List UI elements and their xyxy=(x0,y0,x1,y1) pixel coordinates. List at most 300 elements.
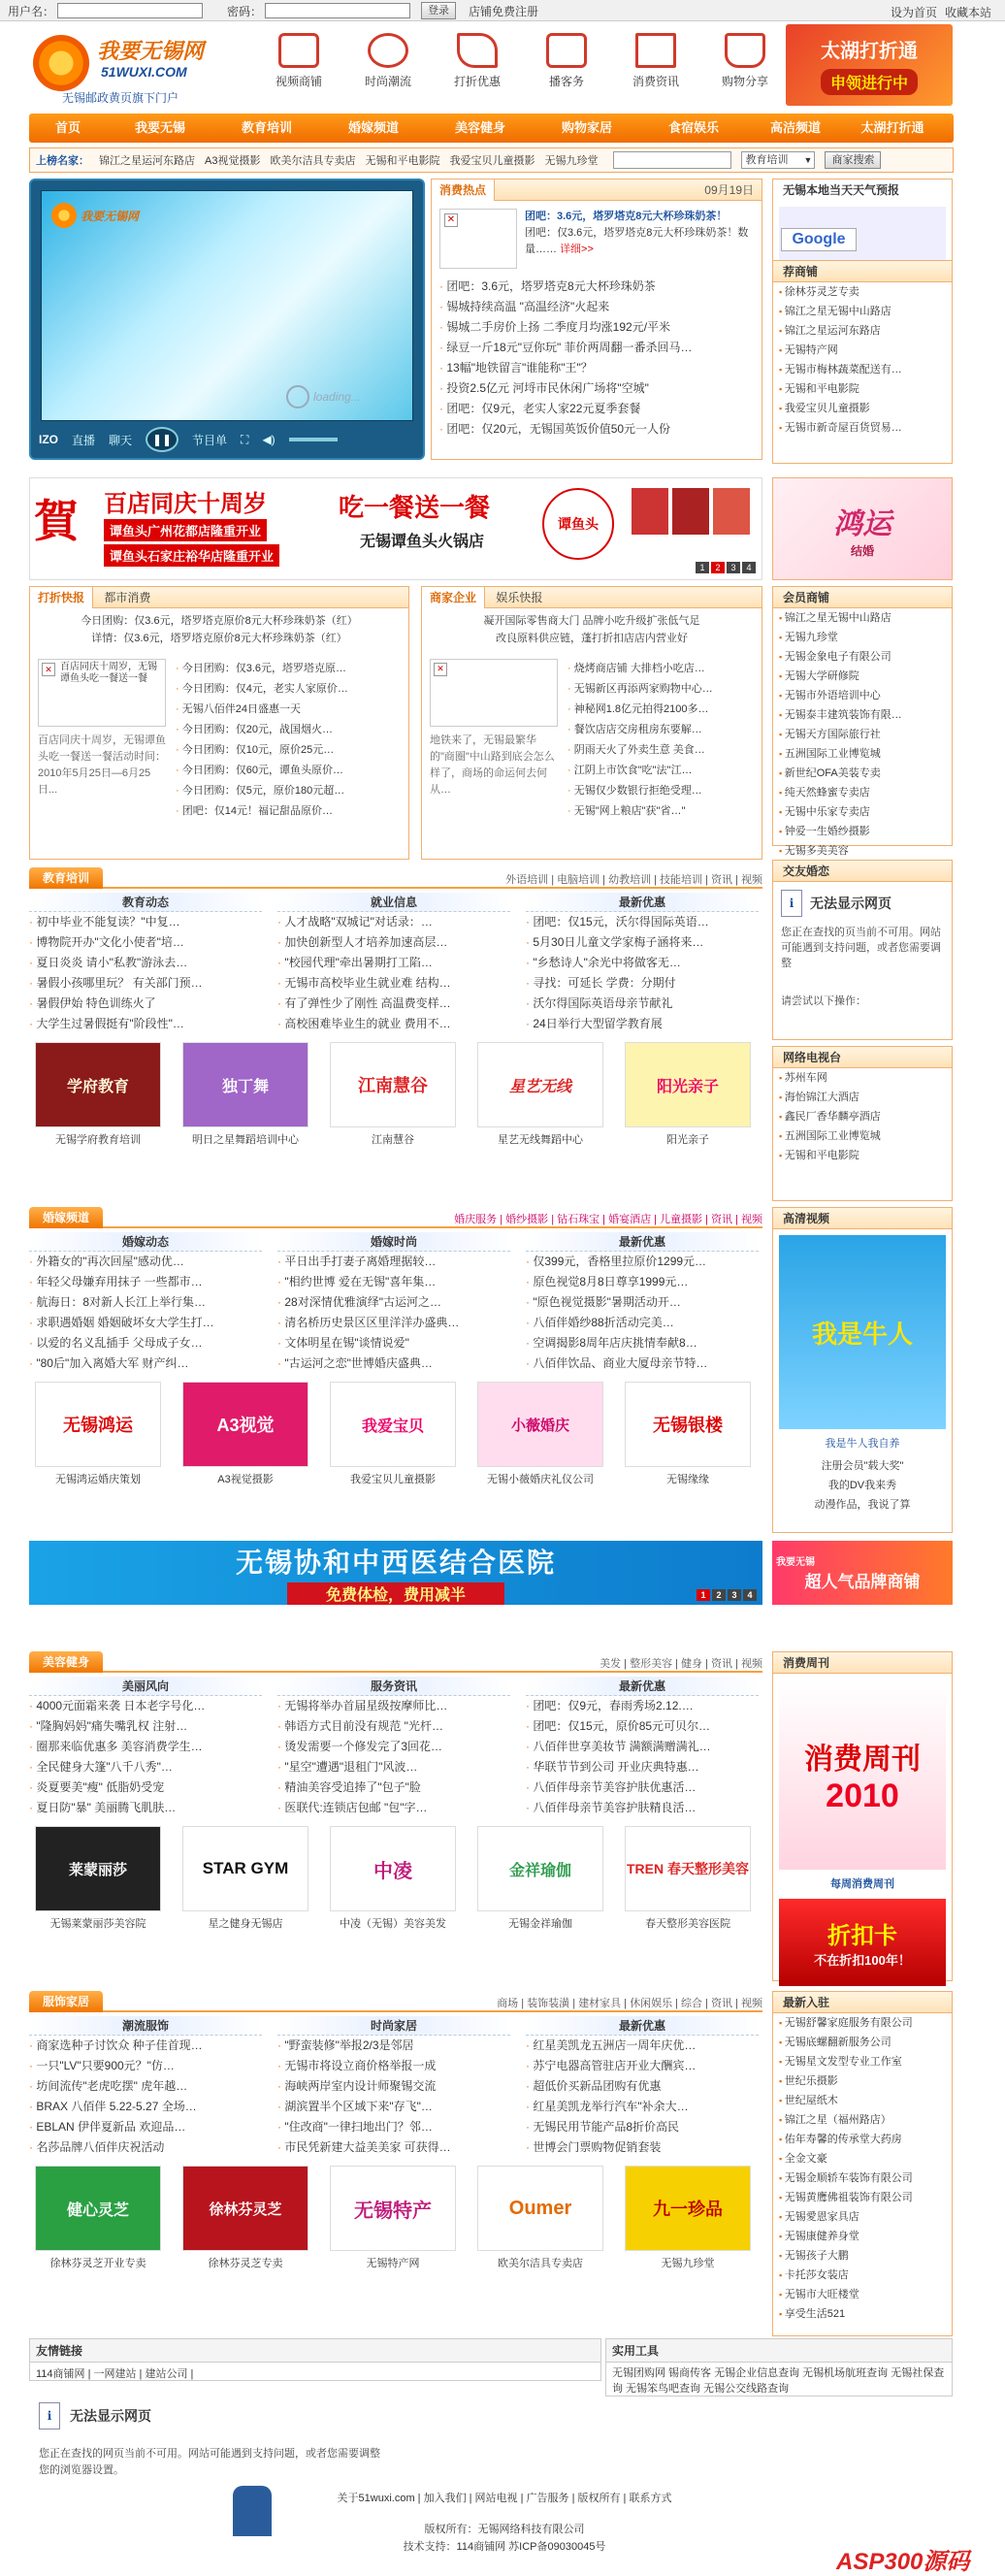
video-link[interactable]: 我的DV我来秀 xyxy=(827,1480,897,1491)
logo-row xyxy=(29,1042,762,1147)
partner-logo[interactable]: 金祥瑜伽 xyxy=(477,1826,603,1911)
list-item[interactable]: ▪ 无锡黄鹰佛祖装饰有限公司 xyxy=(773,2188,952,2207)
list-item[interactable]: · 烧烤商店铺 大排档小吃店… xyxy=(567,659,758,679)
list-item[interactable]: · 仅399元，香格里拉原价1299元… xyxy=(526,1252,759,1272)
video-player[interactable] xyxy=(29,179,425,460)
header-ad-banner[interactable] xyxy=(786,24,953,106)
set-homepage-link[interactable]: 设为首页 xyxy=(890,6,937,19)
list-item[interactable]: · 坊间流传"老虎吃摆" 虎年越… xyxy=(29,2076,262,2097)
tab-discount-news[interactable]: 打折快报 xyxy=(30,587,93,608)
list-item[interactable]: · BRAX 八佰伴 5.22-5.27 全场… xyxy=(29,2097,262,2117)
list-item[interactable]: · 团吧：3.6元，塔罗塔克8元大杯珍珠奶茶 xyxy=(439,277,756,297)
pager-item[interactable]: 3 xyxy=(728,1589,741,1601)
username-label: 用户名： xyxy=(8,4,55,18)
header-icon-nav xyxy=(260,33,784,89)
nav-item-wuxi[interactable]: 我要无锡 xyxy=(134,120,185,135)
merchant-link[interactable]: 锦江之星运河东路店 xyxy=(99,155,195,167)
wedding-ad-sub: 结婚 xyxy=(850,543,874,558)
merchant-link[interactable]: 欧美尔洁具专卖店 xyxy=(270,155,356,167)
list-item[interactable]: · 海峡两岸室内设计师聚锡交流 xyxy=(277,2076,510,2097)
biz-top1[interactable]: 凝开国际零售商大门 品牌小吃升级扩张低气足 xyxy=(483,615,700,627)
list-item[interactable]: · 今日团购：仅60元，谭鱼头原价… xyxy=(176,761,405,781)
add-favorite-link[interactable]: 收藏本站 xyxy=(944,6,991,19)
brand-shop-banner[interactable] xyxy=(772,1541,953,1605)
player-logo: 我要无锡网 xyxy=(51,203,139,228)
list-item[interactable]: · 商家选种子讨饮众 种子佳首现… xyxy=(29,2036,262,2056)
wedding-ad-banner[interactable] xyxy=(772,477,953,580)
brand-shop-text: 超人气品牌商铺 xyxy=(804,1573,921,1591)
username-input[interactable] xyxy=(57,3,203,18)
wedding-ad-text: 鸿运 xyxy=(833,507,892,540)
fullscreen-icon[interactable]: ⛶ xyxy=(241,432,249,446)
beauty-section xyxy=(29,1651,762,1931)
video-poster[interactable] xyxy=(779,1235,946,1429)
partner-logo[interactable]: 中凌 xyxy=(330,1826,456,1911)
list-item[interactable]: ▪ 全金文豪 xyxy=(773,2149,952,2168)
logo-caption[interactable]: 星艺无线舞蹈中心 xyxy=(498,1134,583,1146)
site-logo[interactable] xyxy=(29,29,272,109)
list-item[interactable]: · 红星美凯龙五洲店一周年庆优… xyxy=(526,2036,759,2056)
list-item[interactable]: ▪ 无锡中乐家专卖店 xyxy=(773,802,952,822)
friend-links-items[interactable]: 114商铺网 | 一网建站 | 建站公司 | xyxy=(36,2368,194,2380)
video-caption[interactable]: 我是牛人我自养 xyxy=(825,1438,900,1450)
partner-logo[interactable]: 独丁舞 xyxy=(182,1042,308,1127)
partner-logo[interactable]: A3视觉 xyxy=(182,1382,308,1467)
header-item-news[interactable]: 消费资讯 xyxy=(617,33,695,89)
tools-items[interactable]: 无锡团购网 锡商传客 无锡企业信息查询 无锡机场航班查询 无锡社保查询 无锡笨鸟吧查询 无锡公交线路查询 xyxy=(612,2367,945,2395)
list-item[interactable]: · 阴雨天火了外卖生意 美食… xyxy=(567,740,758,761)
nav-item-hd[interactable]: 高洁频道 xyxy=(769,120,821,135)
logo-caption[interactable]: 我爱宝贝儿童摄影 xyxy=(350,1474,436,1485)
list-item[interactable]: · 世博会门票购物促销套装 xyxy=(526,2137,759,2158)
list-item[interactable]: ▪ 锦江之星无锡中山路店 xyxy=(773,302,952,321)
list-item[interactable]: · "古运河之恋"世博婚庆盛典… xyxy=(277,1353,510,1374)
list-item[interactable]: ▪ 无锡市新奇屋百货贸易… xyxy=(773,418,952,438)
dating-panel xyxy=(772,860,953,1040)
list-item[interactable]: · 无锡民用节能产品8折价高民 xyxy=(526,2117,759,2137)
list-item[interactable]: · 无锡市将设立商价格举报一成 xyxy=(277,2056,510,2076)
hotpot-banner[interactable] xyxy=(29,477,762,580)
list-item[interactable]: · 红星美凯龙举行汽车"补余大… xyxy=(526,2097,759,2117)
list-item[interactable]: · 24日举行大型留学教育展 xyxy=(526,1014,759,1034)
list-item[interactable]: ▪ 无锡特产网 xyxy=(773,341,952,360)
nav-item-food[interactable]: 食宿娱乐 xyxy=(667,120,719,135)
column-head: 潮流服饰 xyxy=(29,2016,262,2036)
merchant-link[interactable]: A3视觉摄影 xyxy=(205,155,261,167)
nav-item-beauty[interactable]: 美容健身 xyxy=(454,120,505,135)
header-item-discount[interactable]: 打折优惠 xyxy=(438,33,516,89)
merchant-link[interactable]: 无锡九珍堂 xyxy=(544,155,599,167)
column-head: 婚嫁时尚 xyxy=(277,1232,510,1252)
google-search-icon[interactable]: Google xyxy=(781,228,857,251)
list-item[interactable]: · 一只"LV"只要900元？"仿… xyxy=(29,2056,262,2076)
section-tag-shopping[interactable]: 服饰家居 xyxy=(29,1991,103,2012)
logo-caption[interactable]: 无锡九珍堂 xyxy=(661,2258,715,2269)
logo-caption[interactable]: 明日之星舞蹈培训中心 xyxy=(192,1134,299,1146)
list-item[interactable]: ▪ 无锡市大旺楼堂 xyxy=(773,2285,952,2304)
partner-logo[interactable]: 无锡鸿运 xyxy=(35,1382,161,1467)
merchant-search-button[interactable]: 商家搜索 xyxy=(825,151,881,169)
tab-live[interactable]: 直播 xyxy=(72,433,96,447)
list-item[interactable]: ▪ 五洲国际工业博览城 xyxy=(773,1126,952,1146)
list-item[interactable]: ▪ 无锡底螺翻新服务公司 xyxy=(773,2033,952,2052)
video-link[interactable]: 动漫作品，我说了算 xyxy=(814,1499,911,1511)
member-shops-title: 会员商铺 xyxy=(773,587,952,608)
list-item[interactable]: ▪ 世纪屋纸木 xyxy=(773,2091,952,2110)
pager-item[interactable]: 4 xyxy=(742,562,756,573)
list-item[interactable]: · "原色视觉摄影"暑期活动开… xyxy=(526,1292,759,1313)
list-item[interactable]: · 八佰伴世享美妆节 满额满赠满礼… xyxy=(526,1737,759,1757)
partner-logo[interactable]: STAR GYM xyxy=(182,1826,308,1911)
list-item[interactable]: · 市民凭新建大益美美家 可获得… xyxy=(277,2137,510,2158)
pager-item[interactable]: 1 xyxy=(696,562,709,573)
partner-logo[interactable]: 莱蒙丽莎 xyxy=(35,1826,161,1911)
list-item[interactable]: · 无锡将举办首届星级按摩师比… xyxy=(277,1696,510,1716)
list-item[interactable]: · 团吧：仅9元，春雨秀场2.12.… xyxy=(526,1696,759,1716)
list-item[interactable]: · 大学生过暑假挺有"阶段性"… xyxy=(29,1014,262,1034)
logo-caption[interactable]: 无锡鸿运婚庆策划 xyxy=(55,1474,141,1485)
tab-entertainment[interactable]: 娱乐快报 xyxy=(496,591,543,604)
list-item[interactable]: · "校园代理"牵出暑期打工陷… xyxy=(277,953,510,973)
pause-button[interactable]: ❚❚ xyxy=(146,427,178,452)
partner-logo[interactable]: 学府教育 xyxy=(35,1042,161,1127)
tab-schedule[interactable]: 节目单 xyxy=(192,433,228,447)
list-item[interactable]: ▪ 我爱宝贝儿童摄影 xyxy=(773,399,952,418)
search-input[interactable] xyxy=(613,151,731,169)
section-tag-education[interactable]: 教育培训 xyxy=(29,867,103,889)
weather-title: 无锡本地当天天气预报 xyxy=(783,183,900,197)
footer-support: 技术支持：114商铺网 苏ICP备09030045号 xyxy=(403,2541,606,2553)
list-item[interactable]: · 夏日防"暴" 美丽腾飞肌肤… xyxy=(29,1798,262,1818)
logo-caption[interactable]: 无锡莱蒙丽莎美容院 xyxy=(49,1918,146,1930)
list-item[interactable]: ▪ 无锡市外语培训中心 xyxy=(773,686,952,705)
list-item[interactable]: · 团吧：仅15元，沃尔得国际英语… xyxy=(526,912,759,932)
list-item[interactable]: · 年轻父母嫌弃用抹子 一些都市… xyxy=(29,1272,262,1292)
nav-item-home[interactable]: 首页 xyxy=(54,120,81,135)
list-item[interactable]: · 暑假伊始 特色训练火了 xyxy=(29,994,262,1014)
logo-caption[interactable]: 无锡缘缘 xyxy=(666,1474,709,1485)
logo-caption[interactable]: 无锡小薇婚庆礼仪公司 xyxy=(487,1474,594,1485)
list-item[interactable]: · 今日团购：仅4元，老实人家原价… xyxy=(176,679,405,700)
list-item[interactable]: · 无锡市高校毕业生就业难 结构… xyxy=(277,973,510,994)
magazine-label[interactable]: 每周消费周刊 xyxy=(830,1878,894,1890)
list-item[interactable]: ▪ 钟爱一生婚纱摄影 xyxy=(773,822,952,841)
list-item[interactable]: · 韩语方式目前没有规范 "光杆… xyxy=(277,1716,510,1737)
list-item[interactable]: · 湖滨置半个区域下来"存飞"… xyxy=(277,2097,510,2117)
list-item[interactable]: · 无锡新区再添两家购物中心… xyxy=(567,679,758,700)
error-text2: 请尝试以下操作： xyxy=(781,995,866,1007)
list-item[interactable]: ▪ 海怡锦江大酒店 xyxy=(773,1088,952,1107)
magazine-title: 消费周刊 xyxy=(773,1652,952,1674)
volume-slider[interactable] xyxy=(289,438,338,441)
dish-image xyxy=(713,488,750,535)
list-item[interactable]: · 加快创新型人才培养加速高层… xyxy=(277,932,510,953)
category-select[interactable]: 教育培训 ▼ xyxy=(741,151,815,169)
section-links[interactable]: 美发 | 整形美容 | 健身 | 资讯 | 视频 xyxy=(600,1658,762,1670)
hot-featured-text: 团吧：仅3.6元，塔罗塔克8元大杯珍珠奶茶！数量…… xyxy=(525,227,749,255)
partner-logo[interactable]: Oumer xyxy=(477,2166,603,2251)
pager-item[interactable]: 2 xyxy=(711,562,725,573)
list-item[interactable]: · 今日团购：仅3.6元，塔罗塔克原… xyxy=(176,659,405,679)
list-item[interactable]: · 医联代:连锁店包邮 "包"字… xyxy=(277,1798,510,1818)
header-item-fashion[interactable]: 时尚潮流 xyxy=(349,33,427,89)
detail-link[interactable]: 详细>> xyxy=(560,244,594,255)
header-item-video[interactable]: 视频商铺 xyxy=(260,33,338,89)
list-item[interactable]: · 八佰伴母亲节美容护肤精良活… xyxy=(526,1798,759,1818)
list-item[interactable]: · 无锡八佰伴24日盛惠一天 xyxy=(176,700,405,720)
hot-featured-title[interactable]: 团吧：3.6元，塔罗塔克8元大杯珍珠奶茶！ xyxy=(525,211,728,222)
logo-caption[interactable]: 江南慧谷 xyxy=(372,1134,414,1146)
list-item[interactable]: · 投资2.5亿元 河埒市民休闲广场将"空城" xyxy=(439,378,756,399)
list-item[interactable]: · 原色视觉8月8日尊享1999元… xyxy=(526,1272,759,1292)
list-item[interactable]: · 无锡"网上粮店"获"省…" xyxy=(567,801,758,822)
list-item[interactable]: ▪ 无锡金顺轿车装饰有限公司 xyxy=(773,2168,952,2188)
magazine-cover[interactable] xyxy=(779,1679,946,1870)
biz-image[interactable] xyxy=(430,659,558,727)
logo-caption[interactable]: A3视觉摄影 xyxy=(217,1474,274,1485)
quick-image[interactable] xyxy=(38,659,166,727)
list-item[interactable]: · 八佰伴婚纱88折活动完美… xyxy=(526,1313,759,1333)
list-item[interactable]: · 锡城二手房价上扬 二季度月均涨192元/平米 xyxy=(439,317,756,338)
list-item[interactable]: · 绿豆一斤18元"豆你玩" 菲价两周翻一番杀回马… xyxy=(439,338,756,358)
list-item[interactable]: · 平日出手打妻子离婚理据较… xyxy=(277,1252,510,1272)
list-item[interactable]: · 八佰伴饮品、商业大厦母亲节特… xyxy=(526,1353,759,1374)
list-item[interactable]: · 以爱的名义乱插手 父母成子女… xyxy=(29,1333,262,1353)
tab-business[interactable]: 商家企业 xyxy=(422,587,485,608)
partner-logo[interactable]: 九一珍品 xyxy=(625,2166,751,2251)
list-item[interactable]: ▪ 无锡孩子大鹏 xyxy=(773,2246,952,2266)
list-item[interactable]: · 清名桥历史景区区里洋洋办盛典… xyxy=(277,1313,510,1333)
list-item[interactable]: ▪ 鑫民厂香华麟亭酒店 xyxy=(773,1107,952,1126)
section-links[interactable]: 外语培训 | 电脑培训 | 幼教培训 | 技能培训 | 资讯 | 视频 xyxy=(505,874,762,886)
register-link[interactable]: 店铺免费注册 xyxy=(469,4,539,18)
nav-item-taihu[interactable]: 太湖打折通 xyxy=(860,120,924,135)
list-item[interactable]: · "相约世博 爱在无锡"喜年集… xyxy=(277,1272,510,1292)
list-item[interactable]: · 文体明星在锡"谈情说爱" xyxy=(277,1333,510,1353)
list-item[interactable]: ▪ 享受生活521 xyxy=(773,2304,952,2324)
logo-caption[interactable]: 春天整形美容医院 xyxy=(645,1918,730,1930)
logo-caption[interactable]: 欧美尔洁具专卖店 xyxy=(498,2258,583,2269)
list-item[interactable]: ▪ 佑年寿馨的传承堂大药房 xyxy=(773,2130,952,2149)
logo-caption[interactable]: 徐林芬灵芝专卖 xyxy=(208,2258,283,2269)
list-item[interactable]: ▪ 世纪乐摄影 xyxy=(773,2071,952,2091)
merchant-link[interactable]: 我爱宝贝儿童摄影 xyxy=(449,155,535,167)
list-item[interactable]: ▪ 锦江之星（福州路店） xyxy=(773,2110,952,2130)
pager-item[interactable]: 2 xyxy=(712,1589,726,1601)
dish-image xyxy=(632,488,668,535)
top-login-bar xyxy=(0,0,1005,21)
nav-item-wedding[interactable]: 婚嫁频道 xyxy=(347,120,399,135)
list-item[interactable]: ▪ 苏州车网 xyxy=(773,1068,952,1088)
banner-left-title: 百店同庆十周岁 xyxy=(104,491,267,517)
tab-city-consumption[interactable]: 都市消费 xyxy=(104,591,151,604)
header-item-podcast[interactable]: 播客务 xyxy=(528,33,605,89)
list-item[interactable]: ▪ 无锡市梅林蔬菜配送有… xyxy=(773,360,952,379)
footer-links[interactable]: 关于51wuxi.com | 加入我们 | 网站电视 | 广告服务 | 版权所有 | 联系方式 xyxy=(337,2493,672,2504)
logo-caption[interactable]: 无锡金祥瑜伽 xyxy=(508,1918,572,1930)
list-item[interactable]: · "星空"遭遇"退租门"风波… xyxy=(277,1757,510,1777)
section-tag-beauty[interactable]: 美容健身 xyxy=(29,1651,103,1673)
loading-spinner-icon xyxy=(286,385,309,408)
partner-logo[interactable]: 小薇婚庆 xyxy=(477,1382,603,1467)
logo-caption[interactable]: 无锡特产网 xyxy=(366,2258,420,2269)
pager-item[interactable]: 1 xyxy=(697,1589,710,1601)
list-item[interactable]: ▪ 无锡星文发型专业工作室 xyxy=(773,2052,952,2071)
hospital-banner[interactable] xyxy=(29,1541,762,1605)
list-item[interactable]: · 5月30日儿童文学家梅子涵将来… xyxy=(526,932,759,953)
merchant-link[interactable]: 无锡和平电影院 xyxy=(365,155,440,167)
partner-logo[interactable]: 阳光亲子 xyxy=(625,1042,751,1127)
list-item[interactable]: ▪ 卡托莎女装店 xyxy=(773,2266,952,2285)
list-item[interactable]: · 求职遇婚姻 婚姻破坏女大学生打… xyxy=(29,1313,262,1333)
list-item[interactable]: · 烫发需要一个修发完了3回花… xyxy=(277,1737,510,1757)
friend-links-panel xyxy=(29,2338,601,2381)
list-item[interactable]: · "乡愁诗人"余光中将做客无… xyxy=(526,953,759,973)
partner-logo[interactable]: 我爱宝贝 xyxy=(330,1382,456,1467)
list-item[interactable]: ▪ 五洲国际工业博览城 xyxy=(773,744,952,764)
list-item[interactable]: · 暑假小孩哪里玩？ 有关部门预… xyxy=(29,973,262,994)
logo-caption[interactable]: 徐林芬灵芝开业专卖 xyxy=(49,2258,146,2269)
list-item[interactable]: · 无锡仅少数银行拒绝受理… xyxy=(567,781,758,801)
video-link[interactable]: 注册会员"载大奖" xyxy=(821,1460,904,1472)
list-item[interactable]: · 今日团购：仅10元，原价25元… xyxy=(176,740,405,761)
list-item[interactable]: · 沃尔得国际英语母亲节献礼 xyxy=(526,994,759,1014)
section-links[interactable]: 婚庆服务 | 婚纱摄影 | 钻石珠宝 | 婚宴酒店 | 儿童摄影 | 资讯 | 视频 xyxy=(454,1214,762,1225)
list-item[interactable]: · 28对深情优雅演绎"古运河之… xyxy=(277,1292,510,1313)
section-links[interactable]: 商场 | 装饰装潢 | 建材家具 | 休闲娱乐 | 综合 | 资讯 | 视频 xyxy=(497,1998,762,2009)
recommended-shops-panel xyxy=(772,260,953,464)
list-item[interactable]: ▪ 无锡泰丰建筑装饰有限… xyxy=(773,705,952,725)
list-item[interactable]: · 锡城持续高温 "高温经济"火起来 xyxy=(439,297,756,317)
section-tag-wedding[interactable]: 婚嫁频道 xyxy=(29,1207,103,1228)
list-item[interactable]: · 华联节节到公司 开业庆典特惠… xyxy=(526,1757,759,1777)
list-item[interactable]: · 名莎品牌八佰伴庆祝活动 xyxy=(29,2137,262,2158)
nav-item-education[interactable]: 教育培训 xyxy=(241,120,292,135)
list-item[interactable]: · 13幅"地铁留言"谁能称"王"？ xyxy=(439,358,756,378)
logo-caption[interactable]: 中凌（无锡）美容美发 xyxy=(340,1918,446,1930)
list-item[interactable]: · EBLAN 伊伴夏新品 欢迎品… xyxy=(29,2117,262,2137)
list-item[interactable]: · 八佰伴母亲节美容护肤优惠活… xyxy=(526,1777,759,1798)
list-item[interactable]: · 餐饮店店交房租房东要解… xyxy=(567,720,758,740)
hot-image-placeholder[interactable] xyxy=(439,209,517,269)
list-item[interactable]: · "隆胸妈妈"痛失嘴乳权 注射… xyxy=(29,1716,262,1737)
partner-logo[interactable]: 徐林芬灵芝 xyxy=(182,2166,308,2251)
list-item[interactable]: · 团吧：仅20元，无锡国英饭价值50元一人份 xyxy=(439,419,756,440)
list-item[interactable]: ▪ 无锡天方国际旅行社 xyxy=(773,725,952,744)
tools-title: 实用工具 xyxy=(606,2339,952,2363)
list-item[interactable]: · 人才战略"双城记"对话录：… xyxy=(277,912,510,932)
banner-mid-sub: 无锡谭鱼头火锅店 xyxy=(360,534,485,550)
list-item[interactable]: ▪ 无锡和平电影院 xyxy=(773,1146,952,1165)
net-tv-panel xyxy=(772,1046,953,1201)
partner-logo[interactable]: 星艺无线 xyxy=(477,1042,603,1127)
hospital-banner-sub: 免费体检，费用减半 xyxy=(287,1582,504,1605)
list-item[interactable]: · "野蛮装修"举报2/3是邻居 xyxy=(277,2036,510,2056)
logo-caption[interactable]: 星之健身无锡店 xyxy=(208,1918,283,1930)
header-item-shopping[interactable]: 购物分享 xyxy=(706,33,784,89)
list-item[interactable]: ▪ 无锡舒馨家庭服务有限公司 xyxy=(773,2013,952,2033)
list-item[interactable]: · 今日团购：仅5元，原价180元超… xyxy=(176,781,405,801)
logo-caption[interactable]: 无锡学府教育培训 xyxy=(55,1134,141,1146)
list-item[interactable]: · 全民健身大篷"八千八秀"… xyxy=(29,1757,262,1777)
partner-logo[interactable]: 无锡特产 xyxy=(330,2166,456,2251)
logo-caption[interactable]: 阳光亲子 xyxy=(666,1134,709,1146)
discount-card-ad[interactable] xyxy=(779,1899,946,1986)
header-ad-sub: 申领进行中 xyxy=(821,69,918,95)
list-item[interactable]: ▪ 纯天然蜂蜜专卖店 xyxy=(773,783,952,802)
tab-hot-news[interactable]: 消费热点 xyxy=(432,179,495,201)
dating-title: 交友婚恋 xyxy=(773,861,952,882)
list-item[interactable]: · 4000元面霜来袭 日本老字号化… xyxy=(29,1696,262,1716)
list-item[interactable]: · 今日团购：仅20元，战国烟火… xyxy=(176,720,405,740)
list-item[interactable]: ▪ 锦江之星无锡中山路店 xyxy=(773,608,952,628)
list-item[interactable]: · "住改商"一律扫地出门？邻… xyxy=(277,2117,510,2137)
list-item[interactable]: · 外籍女的"再次回屋"感动优… xyxy=(29,1252,262,1272)
banner-left-sub2: 谭鱼头石家庄裕华店隆重开业 xyxy=(104,544,279,567)
column-head: 时尚家居 xyxy=(277,2016,510,2036)
list-item[interactable]: ▪ 新世纪OFA美装专卖 xyxy=(773,764,952,783)
list-item[interactable]: · 神秘网1.8亿元拍得2100多… xyxy=(567,700,758,720)
list-item[interactable]: · 精油美容受追捧了"包子"脸 xyxy=(277,1777,510,1798)
list-item[interactable]: · 江阴上市饮食"吃"法"江… xyxy=(567,761,758,781)
column-head: 就业信息 xyxy=(277,893,510,912)
list-item[interactable]: · 苏宁电器高管驻店开业大酬宾… xyxy=(526,2056,759,2076)
list-item[interactable]: · 超低价买新品团购有优惠 xyxy=(526,2076,759,2097)
list-item[interactable]: · 寻找：可延长 学费：分期付 xyxy=(526,973,759,994)
volume-icon[interactable]: ◀) xyxy=(262,433,276,446)
list-item[interactable]: · 团吧：仅15元，原价85元可贝尔… xyxy=(526,1716,759,1737)
list-item[interactable]: · 空调揭影8周年店庆挑情奉献8… xyxy=(526,1333,759,1353)
list-item[interactable]: ▪ 无锡愛恩家具店 xyxy=(773,2207,952,2227)
list-item[interactable]: · 博物院开办"文化小使者"培… xyxy=(29,932,262,953)
pager-item[interactable]: 4 xyxy=(743,1589,757,1601)
wedding-section xyxy=(29,1207,762,1486)
list-item[interactable]: · 夏日炎炎 请小"私教"游泳去… xyxy=(29,953,262,973)
list-item[interactable]: ▪ 徐林芬灵芝专卖 xyxy=(773,282,952,302)
list-item[interactable]: ▪ 无锡康健养身堂 xyxy=(773,2227,952,2246)
merchants-label: 上榜名家： xyxy=(36,155,89,167)
partner-logo[interactable]: 江南慧谷 xyxy=(330,1042,456,1127)
list-item[interactable]: · 圈那来临优惠多 美容消费学生… xyxy=(29,1737,262,1757)
list-item[interactable]: ▪ 无锡九珍堂 xyxy=(773,628,952,647)
tab-chat[interactable]: 聊天 xyxy=(109,433,133,447)
pager-item[interactable]: 3 xyxy=(727,562,740,573)
list-item[interactable]: · 团吧：仅14元！福记甜品原价… xyxy=(176,801,405,822)
password-input[interactable] xyxy=(265,3,410,18)
list-item[interactable]: · 高校困难毕业生的就业 费用不… xyxy=(277,1014,510,1034)
nav-item-shopping[interactable]: 购物家居 xyxy=(561,120,612,135)
list-item[interactable]: · 团吧：仅9元，老实人家22元夏季套餐 xyxy=(439,399,756,419)
list-item[interactable]: ▪ 无锡大学研修院 xyxy=(773,667,952,686)
list-item[interactable]: ▪ 无锡金象电子有限公司 xyxy=(773,647,952,667)
list-item[interactable]: · 航海日：8对新人长江上举行集… xyxy=(29,1292,262,1313)
list-item[interactable]: · 炎夏要美"瘦" 低脂奶受宠 xyxy=(29,1777,262,1798)
partner-logo[interactable]: 无锡银楼 xyxy=(625,1382,751,1467)
hot-news-panel xyxy=(431,179,762,460)
quick-top1[interactable]: 今日团购：仅3.6元，塔罗塔克原价8元大杯珍珠奶茶（红） xyxy=(81,615,358,627)
list-item[interactable]: · 初中毕业不能复读？"中复… xyxy=(29,912,262,932)
partner-logo[interactable]: 健心灵芝 xyxy=(35,2166,161,2251)
list-item[interactable]: ▪ 无锡和平电影院 xyxy=(773,379,952,399)
list-item[interactable]: ▪ 无锡多美美容 xyxy=(773,841,952,861)
player-brand: IZO xyxy=(39,433,58,446)
list-item[interactable]: · 有了弹性少了刚性 高温费变样… xyxy=(277,994,510,1014)
quick-desc: 百店同庆十周岁，无锡谭鱼头吃一餐送一餐活动时间：2010年5月25日—6月25日... xyxy=(38,734,166,796)
list-item[interactable]: ▪ 锦江之星运河东路店 xyxy=(773,321,952,341)
partner-logo[interactable]: TREN 春天整形美容 xyxy=(625,1826,751,1911)
list-item[interactable]: · "80后"加入离婚大军 财产纠… xyxy=(29,1353,262,1374)
login-button[interactable]: 登录 xyxy=(421,2,456,19)
